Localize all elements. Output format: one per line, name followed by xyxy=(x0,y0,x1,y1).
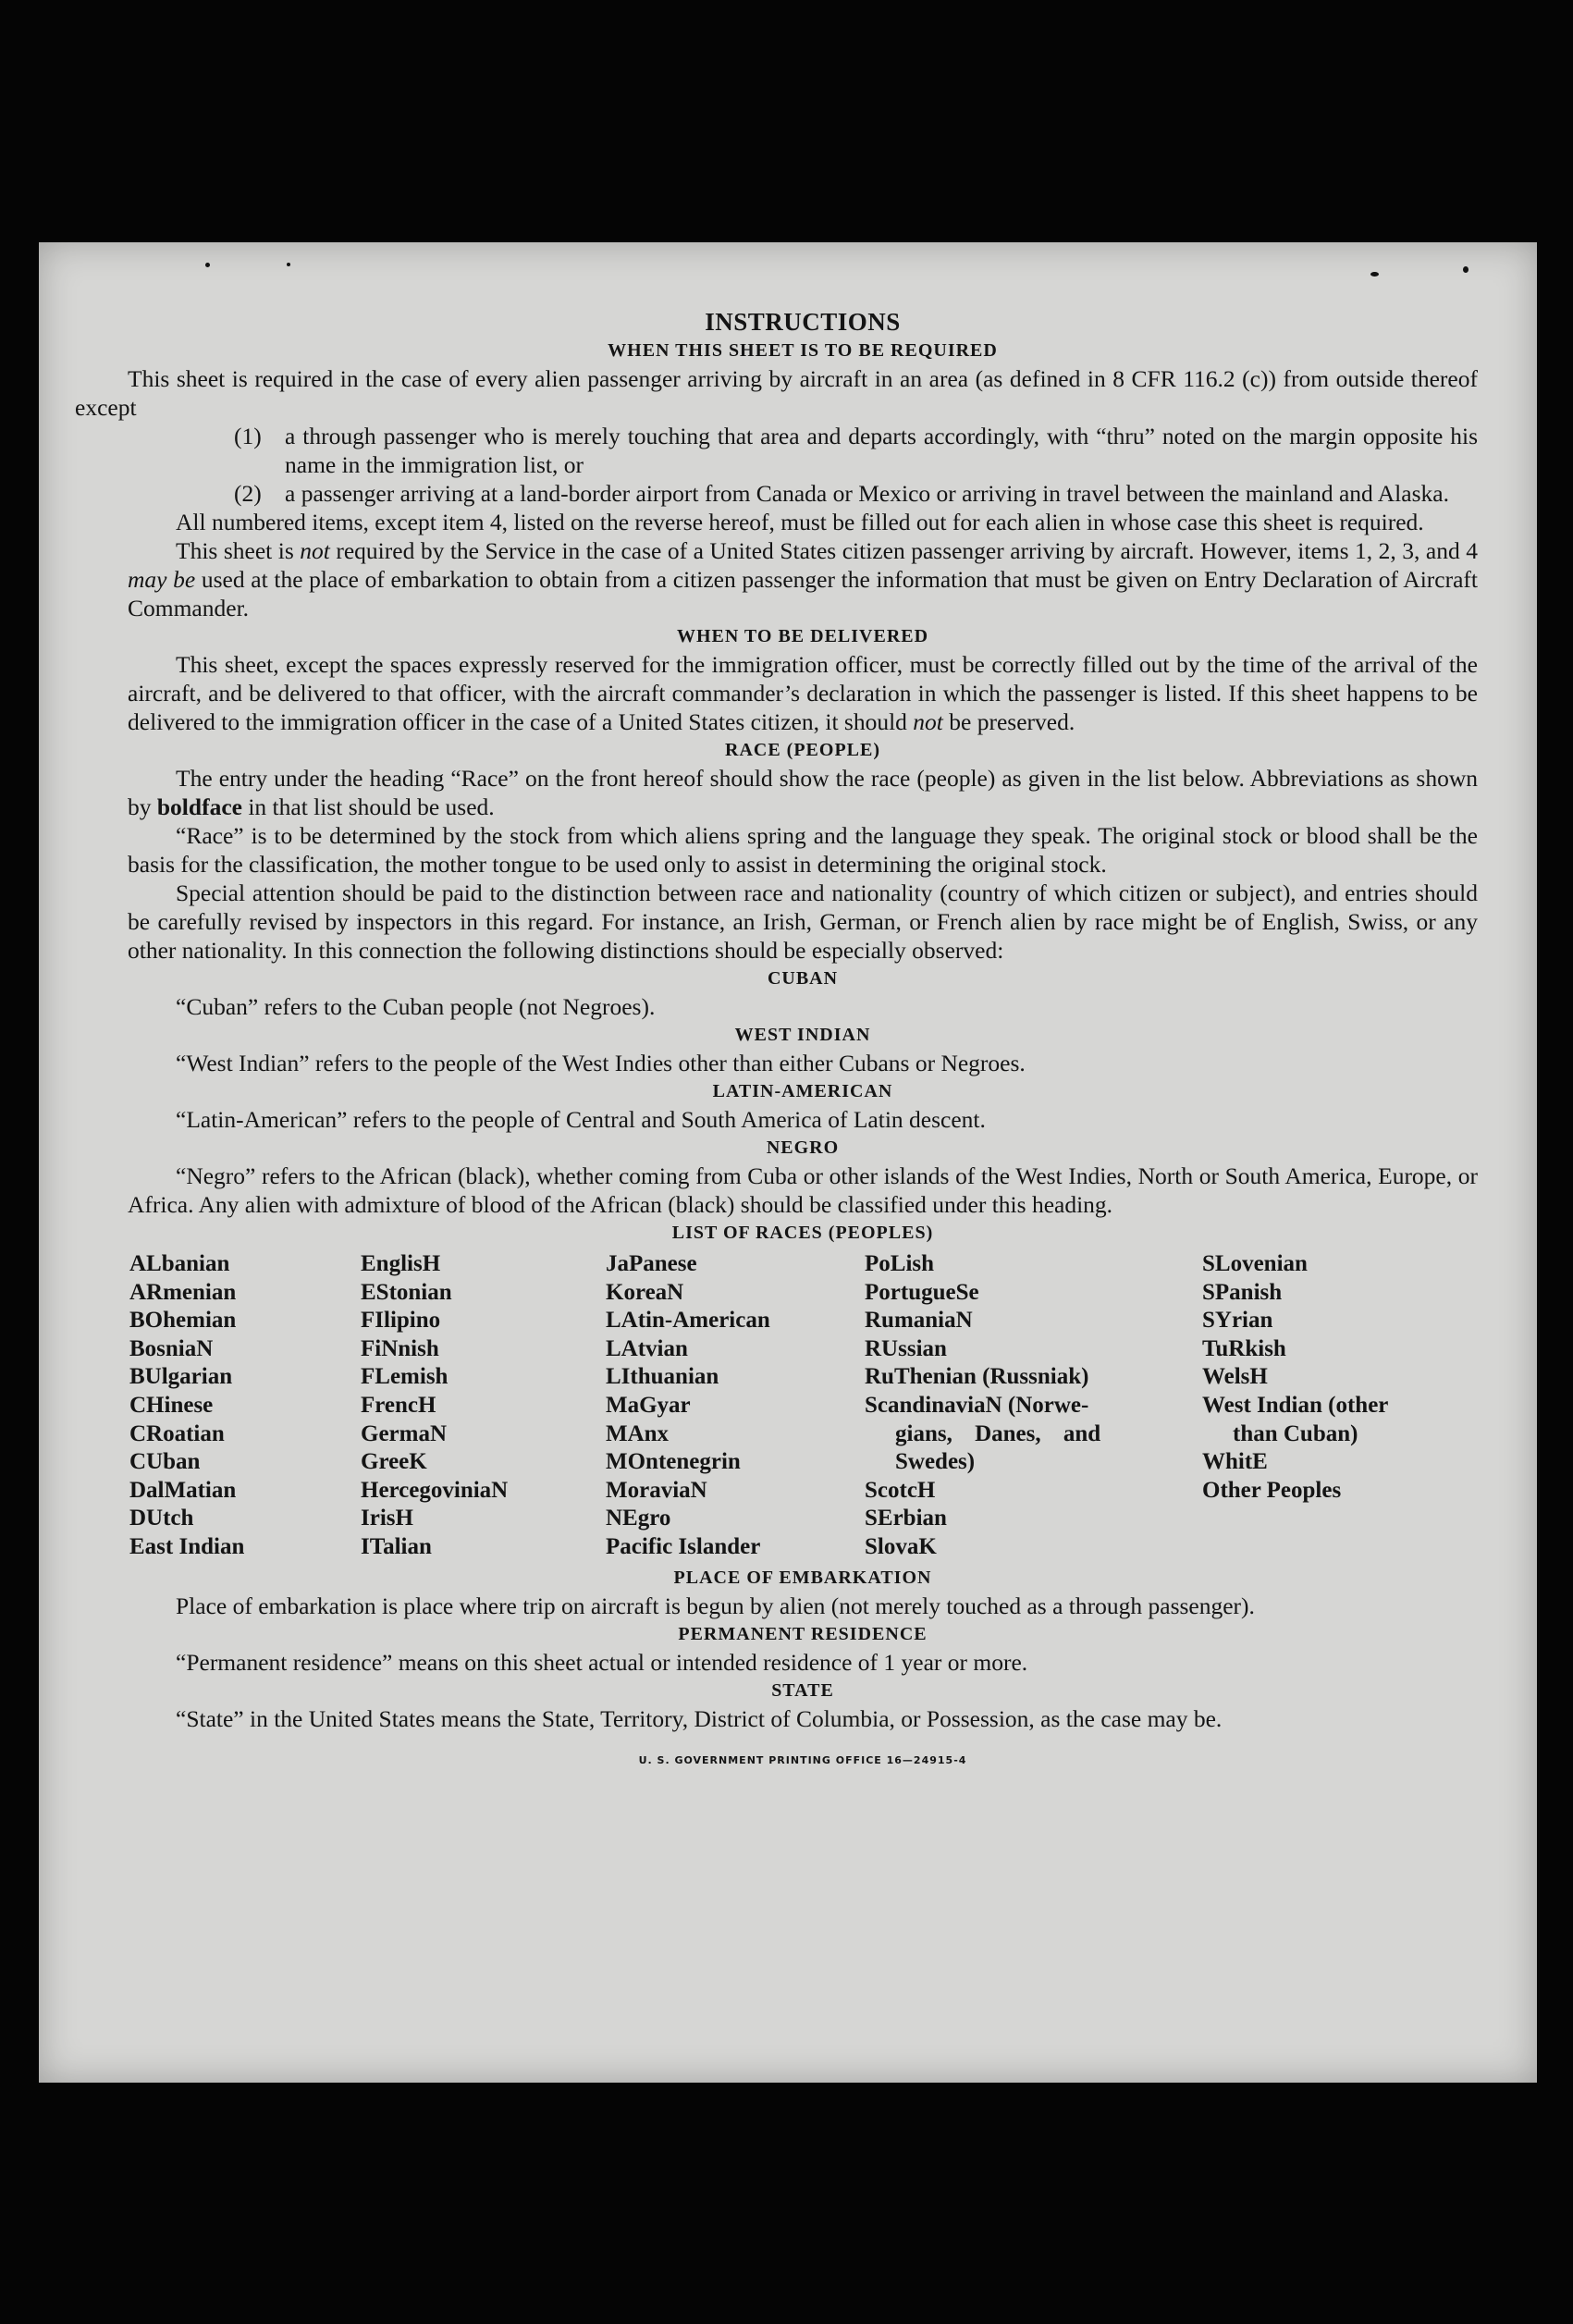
race-entry: FLemish xyxy=(361,1364,449,1390)
race-entry: SLovenian xyxy=(1202,1251,1308,1276)
section-heading-residence: PERMANENT RESIDENCE xyxy=(678,1623,928,1644)
races-column xyxy=(865,1250,1202,1562)
race-entry: GermaN xyxy=(361,1420,448,1446)
race-entry: BosniaN xyxy=(129,1335,214,1361)
race-entry: FiNnish xyxy=(361,1335,439,1361)
race-entry: PoLish xyxy=(865,1251,935,1276)
race-entry: EnglisH xyxy=(361,1251,441,1276)
dust-speck xyxy=(1370,272,1379,277)
dust-speck xyxy=(287,263,290,266)
race-entry: FrencH xyxy=(361,1392,436,1418)
emphasis: may be xyxy=(128,566,196,593)
race-para-3: Special attention should be paid to the distinction between race and nationality (country of which citizen or subject), and entries should be carefully revised by inspectors in this regard. For instance, an Irish, German, or French alien by race might be of English, Swiss, or any other nationality. In this connection the following distinctions should be especially observed: xyxy=(128,879,1478,964)
race-entry: SYrian xyxy=(1202,1308,1273,1334)
race-entry: HercegoviniaN xyxy=(361,1477,509,1503)
race-entry: JaPanese xyxy=(606,1251,697,1276)
race-entry: CHinese xyxy=(129,1392,214,1418)
races-column xyxy=(606,1250,865,1562)
race-entry: MaGyar xyxy=(606,1392,691,1418)
printer-imprint: U. S. GOVERNMENT PRINTING OFFICE 16—24915-4 xyxy=(638,1753,967,1766)
race-entry: CUban xyxy=(129,1449,201,1475)
required-para-2: All numbered items, except item 4, listed on the reverse hereof, must be filled out for each alien in whose case this sheet is required. xyxy=(176,509,1424,535)
instructions-body xyxy=(75,307,1478,1775)
race-entry: RuThenian (Russniak) xyxy=(865,1364,1089,1390)
negro-text: “Negro” refers to the African (black), whether coming from Cuba or other islands of the West Indies, North or South America, Europe, or Africa. Any alien with admixture of blood of the African (black) should be classified under this heading. xyxy=(128,1162,1478,1218)
race-entry: MoraviaN xyxy=(606,1477,707,1503)
section-heading-latin: LATIN-AMERICAN xyxy=(712,1081,893,1101)
race-entry: BOhemian xyxy=(129,1308,237,1334)
race-entry: East Indian xyxy=(129,1533,245,1559)
race-entry: RUssian xyxy=(865,1335,947,1361)
race-entry: IrisH xyxy=(361,1506,413,1531)
page-title: INSTRUCTIONS xyxy=(705,308,901,336)
race-entry: Pacific Islander xyxy=(606,1533,761,1559)
exception-item-1 xyxy=(128,422,1478,479)
race-entry: ALbanian xyxy=(129,1251,230,1276)
document-page xyxy=(39,242,1537,2083)
section-heading-state: STATE xyxy=(771,1679,834,1701)
text-run: This sheet is xyxy=(176,537,301,564)
race-entry: RumaniaN xyxy=(865,1308,973,1334)
section-heading-required: WHEN THIS SHEET IS TO BE REQUIRED xyxy=(608,340,998,361)
races-column xyxy=(1202,1250,1461,1562)
race-entry: MAnx xyxy=(606,1420,670,1446)
emphasis: not xyxy=(300,537,330,564)
race-entry: FIlipino xyxy=(361,1308,441,1334)
race-entry: West Indian (other xyxy=(1202,1392,1389,1418)
race-para-2: “Race” is to be determined by the stock from which aliens spring and the language they speak. The original stock or blood shall be the basis for the classification, the mother tongue to be used only to assist in determining the original stock. xyxy=(128,822,1478,878)
section-heading-cuban: CUBAN xyxy=(767,968,839,989)
race-entry: Swedes) xyxy=(895,1449,976,1475)
exception-item-2 xyxy=(128,479,1478,508)
race-entry: SlovaK xyxy=(865,1533,937,1559)
race-entry: than Cuban) xyxy=(1233,1420,1358,1446)
section-heading-west-indian: WEST INDIAN xyxy=(734,1025,871,1045)
text-run: be preserved. xyxy=(942,708,1075,735)
text-run: This sheet, except the spaces expressly reserved for the immigration officer, must be correctly filled out by the time of the arrival of the aircraft, and be delivered to that officer, with the aircraft commander’s declaration in which the passenger is listed. If this sheet happens to be delivered to the immigration officer in the case of a United States citizen, it should xyxy=(128,651,1478,735)
races-column xyxy=(128,1250,361,1562)
delivered-text xyxy=(128,650,1478,736)
required-para-3 xyxy=(128,536,1478,622)
text-run: used at the place of embarkation to obtain from a citizen passenger the information that must be given on Entry Declaration of Aircraft Commander. xyxy=(128,566,1478,621)
race-entry: LIthuanian xyxy=(606,1364,719,1390)
races-list xyxy=(128,1250,1478,1562)
races-list-heading: LIST OF RACES (PEOPLES) xyxy=(671,1223,934,1243)
section-heading-negro: NEGRO xyxy=(766,1137,840,1158)
race-para-1 xyxy=(128,764,1478,821)
section-heading-embarkation: PLACE OF EMBARKATION xyxy=(673,1567,932,1588)
race-entry: WelsH xyxy=(1202,1364,1268,1390)
race-entry: CRoatian xyxy=(129,1420,225,1446)
race-entry: BUlgarian xyxy=(129,1364,233,1390)
race-entry: DUtch xyxy=(129,1506,194,1531)
race-entry: ScandinaviaN (Norwe- xyxy=(865,1392,1089,1418)
latin-text: “Latin-American” refers to the people of Central and South America of Latin descent. xyxy=(176,1106,986,1133)
race-entry: gians, Danes, and xyxy=(895,1420,1101,1446)
race-entry: EStonian xyxy=(361,1279,452,1305)
race-entry: MOntenegrin xyxy=(606,1449,741,1475)
west-indian-text: “West Indian” refers to the people of the West Indies other than either Cubans or Negroes. xyxy=(176,1050,1026,1076)
text-run: in that list should be used. xyxy=(241,793,495,820)
race-entry: WhitE xyxy=(1202,1449,1268,1475)
dust-speck xyxy=(205,263,210,267)
text-run: The entry under the heading “Race” on the front hereof should show the race (people) as given in the list below. Abbreviations as shown by xyxy=(128,765,1478,820)
race-entry: LAtin-American xyxy=(606,1308,770,1334)
race-entry: SErbian xyxy=(865,1506,947,1531)
race-entry: Other Peoples xyxy=(1202,1477,1342,1503)
item-text: a through passenger who is merely touching that area and departs accordingly, with “thru” noted on the margin opposite his name in the immigration list, or xyxy=(285,423,1478,478)
section-heading-delivered: WHEN TO BE DELIVERED xyxy=(676,626,929,646)
race-entry: KoreaN xyxy=(606,1279,684,1305)
race-entry: SPanish xyxy=(1202,1279,1283,1305)
required-intro: This sheet is required in the case of every alien passenger arriving by aircraft in an area (as defined in 8 CFR 116.2 (c)) from outside thereof except xyxy=(75,365,1478,421)
race-entry: DalMatian xyxy=(129,1477,237,1503)
dust-speck xyxy=(1463,266,1469,273)
embarkation-text: Place of embarkation is place where trip on aircraft is begun by alien (not merely touched as a through passenger). xyxy=(176,1592,1255,1619)
section-heading-race: RACE (PEOPLE) xyxy=(725,740,880,760)
race-entry: PortugueSe xyxy=(865,1279,979,1305)
state-text: “State” in the United States means the State, Territory, District of Columbia, or Possession, as the case may be. xyxy=(176,1704,1223,1732)
race-entry: ScotcH xyxy=(865,1477,936,1503)
item-number: (2) xyxy=(234,480,262,507)
race-entry: ITalian xyxy=(361,1533,432,1559)
race-entry: TuRkish xyxy=(1202,1335,1286,1361)
race-entry: LAtvian xyxy=(606,1335,688,1361)
item-text: a passenger arriving at a land-border airport from Canada or Mexico or arriving in travel between the mainland and Alaska. xyxy=(285,480,1449,507)
text-run: required by the Service in the case of a United States citizen passenger arriving by aircraft. However, items 1, 2, 3, and 4 xyxy=(329,537,1478,564)
race-entry: GreeK xyxy=(361,1449,427,1475)
residence-text: “Permanent residence” means on this sheet actual or intended residence of 1 year or more. xyxy=(176,1648,1028,1676)
cuban-text: “Cuban” refers to the Cuban people (not Negroes). xyxy=(176,993,656,1020)
bold-text: boldface xyxy=(156,793,242,820)
race-entry: NEgro xyxy=(606,1506,671,1531)
item-number: (1) xyxy=(234,423,262,449)
race-entry: ARmenian xyxy=(129,1279,237,1305)
races-column xyxy=(361,1250,606,1562)
emphasis: not xyxy=(913,708,943,735)
